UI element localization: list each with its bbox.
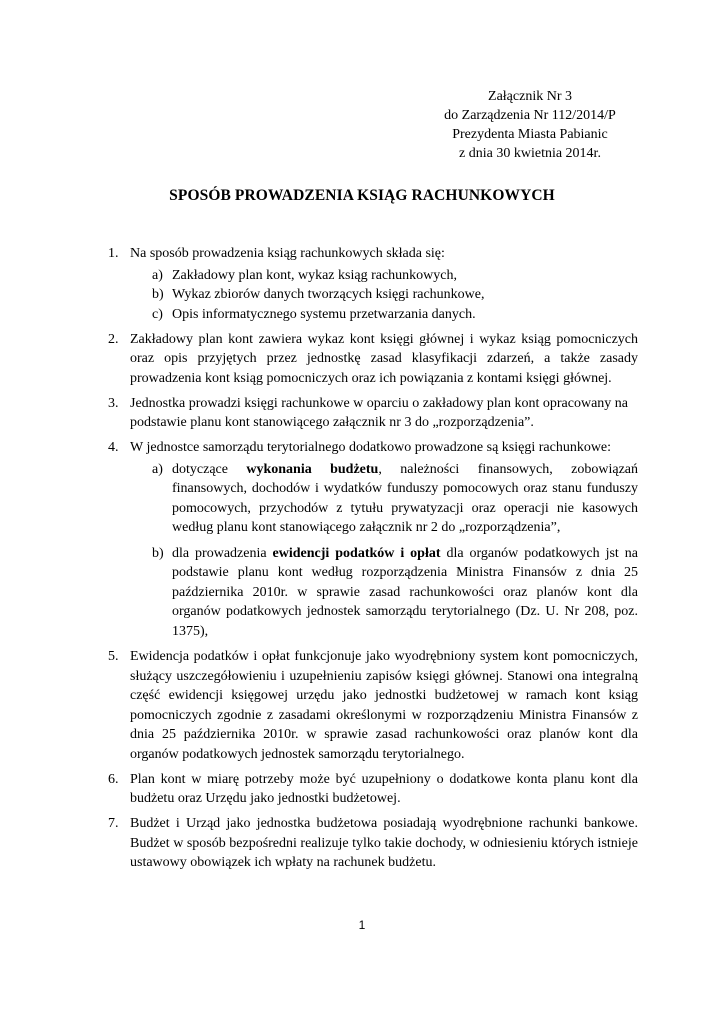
annex-line: Załącznik Nr 3	[488, 89, 572, 104]
item-number: 6.	[108, 771, 119, 787]
sub-item-text-end: , należności finansowych, zobowiązań finansowych, dochodów i wydatków funduszy pomocowych oraz stanu funduszy pomocowych, przychodów z tytułu prywatyzacji oraz operacji nie kasowych według planu kont stanowiącego załącznik nr 2 do „rozporządzenia”,	[172, 461, 638, 535]
sub-list	[130, 460, 638, 642]
item-text: Na sposób prowadzenia ksiąg rachunkowych składa się:	[130, 246, 445, 261]
sub-item-text: Wykaz zbiorów danych tworzących księgi rachunkowe,	[172, 287, 485, 302]
list-item-6	[108, 770, 638, 809]
sub-item	[152, 460, 638, 538]
item-number: 4.	[108, 440, 119, 455]
sub-item-label: c)	[152, 306, 163, 322]
list-item-4	[108, 438, 638, 641]
sub-item-text	[172, 460, 638, 538]
list-item-3	[108, 394, 638, 433]
sub-item-label: a)	[152, 461, 163, 477]
list-item-5	[108, 647, 638, 764]
annex-line: z dnia 30 kwietnia 2014r.	[459, 146, 601, 161]
annex-line: Prezydenta Miasta Pabianic	[452, 127, 608, 142]
sub-item-text: Zakładowy plan kont, wykaz ksiąg rachunkowych,	[172, 267, 457, 283]
item-text: Plan kont w miarę potrzeby może być uzupełniony o dodatkowe konta planu kont dla budżetu oraz Urzędu jako jednostki budżetowej.	[130, 771, 638, 806]
sub-item-text-end: dla organów podatkowych jst na podstawie planu kont według rozporządzenia Ministra Finansów z dnia 25 października 2010r. w sprawie zasad rachunkowości oraz planów kont dla organów podatkowych jednostek samorządu terytorialnego (Dz. U. Nr 208, poz. 1375),	[172, 545, 638, 639]
numbered-list	[108, 244, 638, 873]
list-item-1	[108, 244, 638, 324]
list-item-2	[108, 330, 638, 389]
annex-header	[400, 87, 660, 163]
list-item-7	[108, 814, 638, 873]
sub-item-text: Opis informatycznego systemu przetwarzania danych.	[172, 306, 476, 322]
item-text: Jednostka prowadzi księgi rachunkowe w oparciu o zakładowy plan kont opracowany na podstawie planu kont stanowiącego załącznik nr 3 do „rozporządzenia”.	[130, 395, 629, 430]
annex-line: do Zarządzenia Nr 112/2014/P	[444, 108, 616, 123]
sub-item-text	[172, 544, 638, 642]
sub-item-emphasis: ewidencji podatków i opłat	[272, 545, 441, 561]
item-text: W jednostce samorządu terytorialnego dodatkowo prowadzone są księgi rachunkowe:	[130, 440, 612, 455]
item-text: Zakładowy plan kont zawiera wykaz kont księgi głównej i wykaz ksiąg pomocniczych oraz opis przyjętych przez jednostkę zasad klasyfikacji zdarzeń, a także zasady prowadzenia kont ksiąg pomocniczych oraz ich powiązania z kontami księgi głównej.	[130, 331, 638, 386]
page-number: 1	[358, 918, 366, 932]
sub-item-text-start: dla prowadzenia	[172, 545, 267, 561]
sub-item	[152, 544, 638, 642]
item-number: 7.	[108, 816, 119, 831]
sub-item-label: b)	[152, 545, 164, 561]
sub-item-label: a)	[152, 267, 163, 283]
item-number: 3.	[108, 395, 119, 411]
item-number: 1.	[108, 246, 119, 261]
item-number: 2.	[108, 331, 119, 347]
item-text: Ewidencja podatków i opłat funkcjonuje jako wyodrębniony system kont pomocniczych, służący uszczegółowieniu i uzupełnieniu zapisów księgi głównej. Stanowi ona integralną część ewidencji księgowej urzędu jako jednostki budżetowej w ramach kont ksiąg pomocniczych zgodnie z zasadami określonymi w rozporządzeniu Ministra Finansów z dnia 25 października 2010r. w sprawie zasad rachunkowości oraz planów kont dla organów podatkowych jednostek samorządu terytorialnego.	[130, 649, 638, 762]
sub-item-emphasis: wykonania budżetu	[246, 461, 379, 477]
sub-item	[152, 305, 638, 325]
item-text: Budżet i Urząd jako jednostka budżetowa posiadają wyodrębnione rachunki bankowe. Budżet w sposób bezpośredni realizuje tylko takie dochody, w odniesieniu których istnieje ustawowy obowiązek ich wpłaty na rachunek budżetu.	[130, 816, 638, 870]
sub-item	[152, 285, 638, 305]
sub-item-label: b)	[152, 287, 164, 302]
sub-item	[152, 266, 638, 286]
sub-item-text-start: dotyczące	[172, 461, 228, 477]
item-number: 5.	[108, 649, 119, 664]
sub-list	[130, 266, 638, 325]
document-title: SPOSÓB PROWADZENIA KSIĄG RACHUNKOWYCH	[169, 187, 555, 204]
document-body	[108, 244, 638, 878]
